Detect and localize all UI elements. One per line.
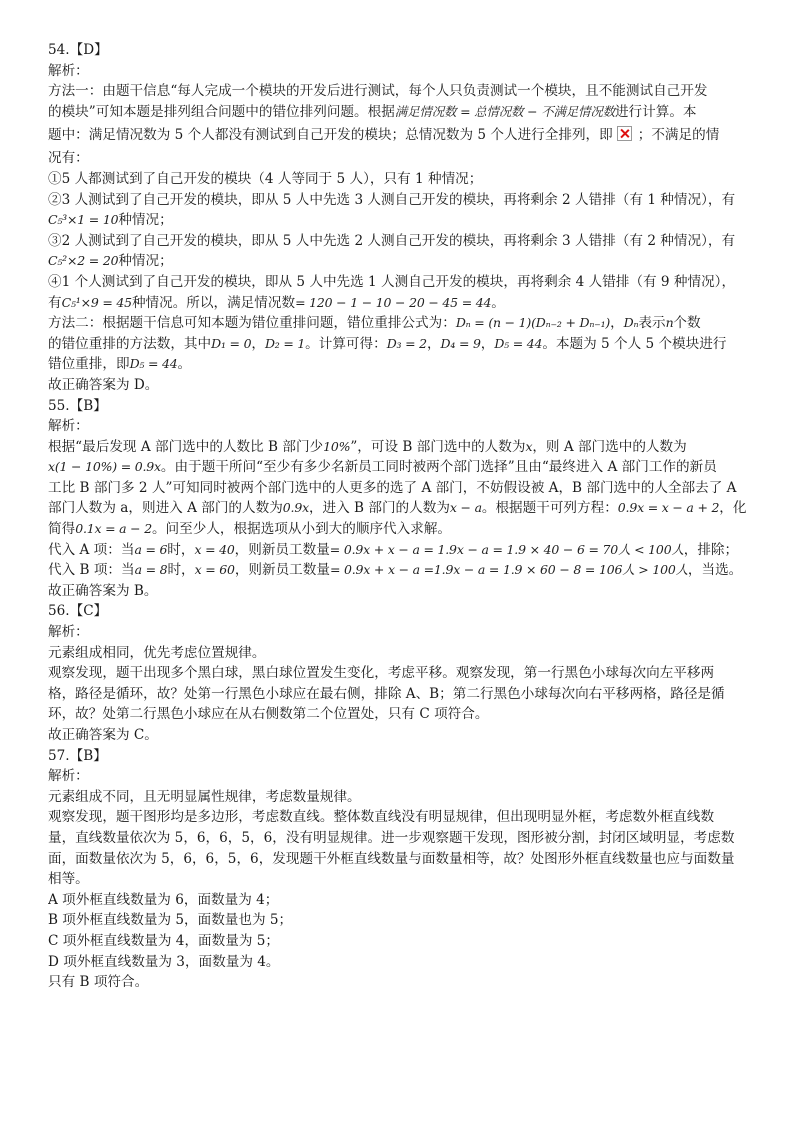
math-formula: = 0.9x + x − a =1.9x − a = 1.9 × 60 − 8 = 106人 > 100人 — [329, 562, 688, 578]
q57-header: 57.【B】 — [48, 747, 107, 764]
math-formula: D₅ = 44 — [129, 356, 178, 372]
document-page — [48, 40, 758, 993]
q57-text-line-4: 面，面数量依次为 5，6，6，5，6，发现题干外框直线数量与面数量相等，故？处图形外框直线数量也应与面数量 — [48, 850, 735, 867]
q55-header: 55.【B】 — [48, 397, 107, 414]
math-formula: D₄ = 9 — [440, 335, 481, 351]
q57-text-line-2: 观察发现，题干图形均是多边形，考虑数直线。整体数直线没有明显规律，但出现明显外框，考虑数外框直线数 — [48, 809, 715, 826]
q54-method-2-line-2: 的错位重排的方法数，其中D₁ = 0，D₂ = 1。计算可得：D₃ = 2，D₄ = 9，D₅ = 44。本题为 5 个人 5 个模块进行 — [48, 335, 727, 352]
q56-text-line-3: 格，路径是循环，故？处第一行黑色小球应在最右侧，排除 A、B；第二行黑色小球每次向右平移两格，路径是循 — [48, 685, 725, 702]
math-formula: x = 60 — [194, 562, 235, 578]
q57-text-line-5: 相等。 — [48, 871, 89, 888]
math-formula: C₅³×1 = 10 — [48, 212, 119, 228]
q54-analysis-label: 解析： — [48, 62, 89, 79]
q54-answer: 故正确答案为 D。 — [48, 376, 159, 393]
q54-case-4-cont: 有C₅¹×9 = 45种情况。所以，满足情况数= 120 − 1 − 10 − 20 − 45 = 44。 — [48, 294, 505, 311]
q54-text-line-4: 况有： — [48, 150, 89, 167]
q56-text-line-4: 环，故？处第二行黑色小球应在从右侧数第二个位置处，只有 C 项符合。 — [48, 706, 489, 723]
math-formula: D₃ = 2 — [386, 335, 427, 351]
q56-header: 56.【C】 — [48, 603, 108, 620]
broken-image-icon — [617, 126, 632, 141]
q55-text-line-3: 工比 B 部门多 2 人”可知同时被两个部门选中的人更多的选了 A 部门，不妨假设被 A，B 部门选中的人全部去了 A — [48, 479, 737, 496]
q54-header: 54.【D】 — [48, 42, 108, 58]
q57-option-a: A 项外框直线数量为 6，面数量为 4； — [48, 891, 279, 908]
math-formula: x − a — [449, 500, 482, 516]
q54-text-line-2: 的模块”可知本题是排列组合问题中的错位排列问题。根据满足情况数 = 总情况数 − 不满足情况数进行计算。本 — [48, 103, 697, 120]
math-formula: = 120 − 1 − 10 − 20 − 45 = 44 — [295, 294, 492, 310]
q55-text-line-2: x(1 − 10%) = 0.9x。由于题干所问“至少有多少名新员工同时被两个部门选择”且由“最终进入 A 部门工作的新员 — [48, 459, 717, 476]
q54-text-line-1: 方法一：由题干信息“每人完成一个模块的开发后进行测试，每个人只负责测试一个模块，且不能测试自己开发 — [48, 83, 708, 100]
q54-text-line-3: 题中：满足情况数为 5 个人都没有测试到自己开发的模块；总情况数为 5 个人进行全排列，即 ；不满足的情 — [48, 127, 720, 144]
q57-option-d: D 项外框直线数量为 3，面数量为 4。 — [48, 953, 280, 970]
math-formula: x = 40 — [194, 541, 235, 557]
math-formula: D₂ = 1 — [264, 335, 306, 351]
math-formula: = 0.9x + x − a = 1.9x − a = 1.9 × 40 − 6 = 70人 < 100人 — [329, 541, 684, 557]
math-formula: 满足情况数 = 总情况数 − 不满足情况数 — [394, 103, 615, 119]
q56-answer: 故正确答案为 C。 — [48, 727, 158, 743]
math-formula: D₁ = 0 — [211, 335, 252, 351]
math-formula: Dₙ = (n − 1)(Dₙ₋₂ + Dₙ₋₁) — [455, 315, 611, 331]
q56-text-line-1: 元素组成相同，优先考虑位置规律。 — [48, 644, 266, 661]
q54-case-3-cont: C₅²×2 = 20种情况； — [48, 253, 173, 270]
q55-text-line-1: 根据“最后发现 A 部门选中的人数比 B 部门少10%”，可设 B 部门选中的人数为x，则 A 部门选中的人数为 — [48, 438, 687, 455]
q54-case-1: ①5 人都测试到了自己开发的模块（4 人等同于 5 人），只有 1 种情况； — [48, 170, 483, 187]
math-formula: D₅ = 44 — [494, 335, 543, 351]
q57-option-b: B 项外框直线数量为 5，面数量也为 5； — [48, 912, 293, 929]
q55-option-a: 代入 A 项：当a = 6时，x = 40，则新员工数量= 0.9x + x − a = 1.9x − a = 1.9 × 40 − 6 = 70人 < 100人，排除； — [48, 541, 739, 558]
q54-case-3: ③2 人测试到了自己开发的模块，即从 5 人中先选 2 人测自己开发的模块，再将剩余 3 人错排（有 2 种情况），有 — [48, 232, 736, 249]
q55-analysis-label: 解析： — [48, 418, 89, 435]
math-formula: 10% — [323, 438, 351, 454]
q57-option-c: C 项外框直线数量为 4，面数量为 5； — [48, 932, 279, 949]
math-formula: n — [665, 315, 674, 331]
q56-analysis-label: 解析： — [48, 624, 89, 641]
math-formula: C₅¹×9 = 45 — [61, 294, 132, 310]
q56-text-line-2: 观察发现，题干出现多个黑白球，黑白球位置发生变化，考虑平移。观察发现，第一行黑色小球每次向左平移两 — [48, 665, 715, 682]
math-formula: 0.1x = a − 2 — [75, 521, 152, 537]
math-formula: 0.9x = x − a + 2 — [617, 500, 720, 516]
q55-answer: 故正确答案为 B。 — [48, 582, 158, 599]
q54-case-4: ④1 个人测试到了自己开发的模块，即从 5 人中先选 1 人测自己开发的模块，再将剩余 4 人错排（有 9 种情况）， — [48, 273, 736, 290]
math-formula: a = 6 — [134, 541, 168, 557]
q55-text-line-5: 简得0.1x = a − 2。问至少人，根据选项从小到大的顺序代入求解。 — [48, 521, 452, 538]
q57-text-line-1: 元素组成不同，且无明显属性规律，考虑数量规律。 — [48, 788, 361, 805]
q55-option-b: 代入 B 项：当a = 8时，x = 60，则新员工数量= 0.9x + x − a =1.9x − a = 1.9 × 60 − 8 = 106人 > 100人，当选。 — [48, 562, 743, 579]
math-formula: a = 8 — [134, 562, 168, 578]
q54-method-2-line-1: 方法二：根据题干信息可知本题为错位重排问题，错位重排公式为：Dₙ = (n − 1)(Dₙ₋₂ + Dₙ₋₁)，Dₙ表示n个数 — [48, 315, 701, 332]
math-formula: 0.9x — [282, 500, 309, 516]
q57-conclusion: 只有 B 项符合。 — [48, 974, 149, 991]
q54-case-2: ②3 人测试到了自己开发的模块，即从 5 人中先选 3 人测自己开发的模块，再将剩余 2 人错排（有 1 种情况），有 — [48, 191, 736, 208]
math-formula: x — [525, 438, 533, 454]
q54-case-2-cont: C₅³×1 = 10种情况； — [48, 212, 173, 229]
math-formula: C₅²×2 = 20 — [48, 253, 119, 269]
math-formula: x(1 − 10%) = 0.9x — [48, 459, 161, 475]
q57-analysis-label: 解析： — [48, 768, 89, 785]
q57-text-line-3: 量，直线数量依次为 5，6，6，5，6，没有明显规律。进一步观察题干发现，图形被分割，封闭区域明显，考虑数 — [48, 829, 735, 846]
q55-text-line-4: 部门人数为 a，则进入 A 部门的人数为0.9x，进入 B 部门的人数为x − a。根据题干可列方程：0.9x = x − a + 2，化 — [48, 500, 747, 517]
math-formula: Dₙ — [623, 315, 639, 331]
q54-method-2-line-3: 错位重排，即D₅ = 44。 — [48, 356, 192, 373]
